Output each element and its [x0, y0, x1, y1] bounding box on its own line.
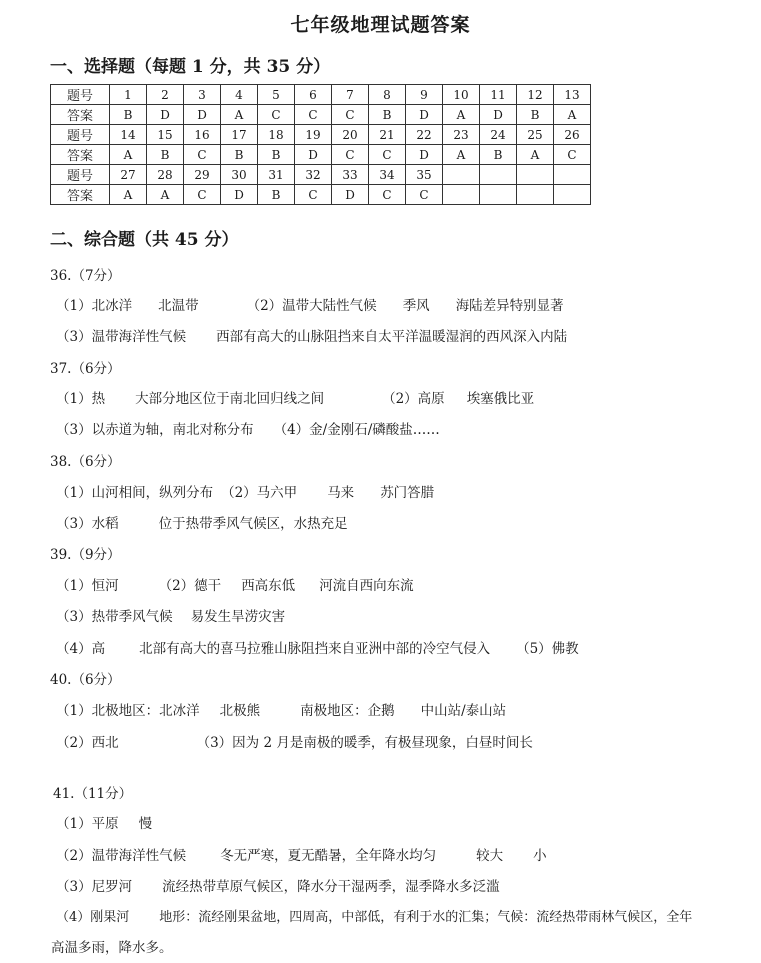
table-row-answers [51, 105, 591, 125]
table-row-answers [51, 145, 591, 165]
answer-part: 苏门答腊 [380, 485, 435, 501]
answer-part: 易发生旱涝灾害 [190, 609, 286, 625]
question-40-line-2 [56, 731, 533, 751]
table-cell: 27 [110, 165, 147, 185]
table-row-question-numbers [51, 165, 591, 185]
table-cell: 17 [221, 125, 258, 145]
answer-part: （3）因为 2 月是南极的暖季，有极昼现象，白昼时间长 [196, 735, 533, 751]
table-cell: 6 [295, 85, 332, 105]
table-cell: C [369, 145, 406, 165]
table-cell [517, 165, 554, 185]
table-cell: B [110, 105, 147, 125]
table-row-question-numbers [51, 85, 591, 105]
table-cell: 35 [406, 165, 443, 185]
answer-part: 慢 [138, 816, 153, 832]
table-cell: 10 [443, 85, 480, 105]
table-cell: A [221, 105, 258, 125]
table-cell: C [295, 105, 332, 125]
question-39-line-2 [56, 605, 285, 625]
table-cell: 32 [295, 165, 332, 185]
page-title: 七年级地理试题答案 [290, 14, 471, 36]
answer-part: 大部分地区位于南北回归线之间 [135, 391, 325, 407]
table-cell: D [480, 105, 517, 125]
table-cell: 2 [147, 85, 184, 105]
table-cell: 15 [147, 125, 184, 145]
answer-part: （1）山河相间，纵列分布 [56, 485, 214, 501]
table-cell: 21 [369, 125, 406, 145]
answer-part: 西高东低 [241, 578, 296, 594]
answer-part: 流经热带草原气候区，降水分干湿两季，湿季降水多泛滥 [162, 879, 500, 895]
table-cell: B [258, 185, 295, 205]
question-37-line-1 [56, 387, 534, 407]
question-37-line-2 [56, 418, 440, 438]
table-cell: 23 [443, 125, 480, 145]
answer-part: （2）温带大陆性气候 [246, 298, 377, 314]
table-cell: 20 [332, 125, 369, 145]
answer-part: （1）北极地区：北冰洋 [56, 703, 200, 719]
table-cell [480, 185, 517, 205]
question-41-line-4 [56, 906, 692, 925]
question-39-line-3 [56, 637, 579, 657]
row-label: 答案 [51, 105, 110, 125]
table-cell: 1 [110, 85, 147, 105]
answer-part: 北温带 [158, 298, 199, 314]
answer-part: 埃塞俄比亚 [466, 391, 535, 407]
question-41-line-5: 高温多雨，降水多。 [51, 940, 173, 956]
answer-part: 河流自西向东流 [319, 578, 414, 594]
table-cell: B [480, 145, 517, 165]
table-cell: C [295, 185, 332, 205]
table-cell: A [517, 145, 554, 165]
table-cell: 33 [332, 165, 369, 185]
answer-part: 西部有高大的山脉阻挡来自太平洋温暖湿润的西风深入内陆 [216, 329, 568, 345]
answer-part: 中山站/泰山站 [420, 703, 507, 719]
table-cell: D [147, 105, 184, 125]
table-cell: C [369, 185, 406, 205]
row-label: 题号 [51, 165, 110, 185]
answer-part: 季风 [402, 298, 430, 314]
answer-part: （1）北冰洋 [56, 298, 133, 314]
row-label: 题号 [51, 125, 110, 145]
table-cell: 28 [147, 165, 184, 185]
table-cell: 18 [258, 125, 295, 145]
table-cell: B [258, 145, 295, 165]
table-cell: C [332, 105, 369, 125]
table-cell: 9 [406, 85, 443, 105]
table-cell [554, 165, 591, 185]
question-38-line-2 [56, 512, 348, 532]
answer-table [50, 84, 591, 205]
answer-part: 北部有高大的喜马拉雅山脉阻挡来自亚洲中部的冷空气侵入 [139, 641, 491, 657]
table-row-question-numbers [51, 125, 591, 145]
table-cell: D [406, 145, 443, 165]
table-cell: 13 [554, 85, 591, 105]
table-cell: A [147, 185, 184, 205]
answer-part: 较大 [476, 848, 504, 864]
table-cell: B [517, 105, 554, 125]
table-cell: 25 [517, 125, 554, 145]
table-cell: 31 [258, 165, 295, 185]
answer-part: （3）尼罗河 [56, 879, 133, 895]
table-cell: 29 [184, 165, 221, 185]
question-41-line-1 [56, 812, 152, 832]
answer-part: （1）平原 [56, 816, 119, 832]
table-cell [480, 165, 517, 185]
table-cell: D [295, 145, 332, 165]
table-cell: 26 [554, 125, 591, 145]
table-cell: 34 [369, 165, 406, 185]
table-cell: D [332, 185, 369, 205]
row-label: 题号 [51, 85, 110, 105]
row-label: 答案 [51, 185, 110, 205]
table-cell [443, 165, 480, 185]
question-40-line-1 [56, 699, 506, 719]
table-cell: C [184, 185, 221, 205]
answer-part: （3）热带季风气候 [56, 609, 173, 625]
answer-part: （2）高原 [382, 391, 445, 407]
answer-part: 位于热带季风气候区，水热充足 [158, 516, 348, 532]
table-row-answers [51, 185, 591, 205]
table-cell: 7 [332, 85, 369, 105]
answer-part: （2）西北 [56, 735, 119, 751]
table-cell: 14 [110, 125, 147, 145]
section-choice-heading: 一、选择题（每题 1 分，共 35 分） [50, 57, 331, 77]
question-39-line-1 [56, 574, 414, 594]
table-cell: 5 [258, 85, 295, 105]
table-cell: B [221, 145, 258, 165]
question-40-number: 40.（6分） [50, 672, 121, 688]
answer-part: （1）恒河 [56, 578, 119, 594]
table-cell: D [184, 105, 221, 125]
answer-part: （2）马六甲 [221, 485, 298, 501]
answer-part: （4）金/金刚石/磷酸盐…… [273, 422, 440, 438]
table-cell: D [221, 185, 258, 205]
answer-part: （3）温带海洋性气候 [56, 329, 187, 345]
answer-part: 海陆差异特别显著 [455, 298, 564, 314]
answer-part: （5）佛教 [516, 641, 579, 657]
table-cell: B [369, 105, 406, 125]
answer-part: 南极地区：企鹅 [300, 703, 395, 719]
table-cell: A [110, 185, 147, 205]
table-cell: A [110, 145, 147, 165]
answer-part: （2）德干 [158, 578, 222, 594]
section-comprehensive-heading: 二、综合题（共 45 分） [50, 230, 239, 250]
table-cell: 11 [480, 85, 517, 105]
answer-part: （4）刚果河 [56, 910, 130, 925]
table-cell: C [184, 145, 221, 165]
table-cell: 3 [184, 85, 221, 105]
table-cell [554, 185, 591, 205]
row-label: 答案 [51, 145, 110, 165]
answer-part: 冬无严寒，夏无酷暑，全年降水均匀 [220, 848, 437, 864]
table-cell: 19 [295, 125, 332, 145]
table-cell: B [147, 145, 184, 165]
table-cell: C [258, 105, 295, 125]
question-38-line-1 [56, 481, 434, 501]
answer-part: （3）以赤道为轴，南北对称分布 [56, 422, 254, 438]
question-38-number: 38.（6分） [50, 454, 121, 470]
answer-part: 地形：流经刚果盆地，四周高，中部低，有利于水的汇集；气候：流经热带雨林气候区，全年 [159, 910, 693, 925]
table-cell: A [554, 105, 591, 125]
table-cell: 16 [184, 125, 221, 145]
answer-part: （3）水稻 [56, 516, 119, 532]
question-36-line-2 [56, 325, 567, 345]
table-cell: A [443, 145, 480, 165]
answer-part: （2）温带海洋性气候 [56, 848, 187, 864]
table-cell: 8 [369, 85, 406, 105]
question-41-line-3 [56, 875, 500, 895]
answer-part: （1）热 [56, 391, 106, 407]
answer-part: （4）高 [56, 641, 106, 657]
table-cell: D [406, 105, 443, 125]
table-cell: 22 [406, 125, 443, 145]
question-41-number: 41.（11分） [53, 786, 133, 802]
question-39-number: 39.（9分） [50, 547, 121, 563]
table-cell: 30 [221, 165, 258, 185]
table-cell: 4 [221, 85, 258, 105]
table-cell: A [443, 105, 480, 125]
table-cell [517, 185, 554, 205]
question-41-line-2 [56, 844, 547, 864]
question-36-number: 36.（7分） [50, 268, 121, 284]
table-cell: C [332, 145, 369, 165]
question-37-number: 37.（6分） [50, 361, 121, 377]
table-cell: C [406, 185, 443, 205]
table-cell: 24 [480, 125, 517, 145]
answer-part: 小 [533, 848, 547, 864]
answer-part: 马来 [327, 485, 355, 501]
question-36-line-1 [56, 294, 564, 314]
table-cell: C [554, 145, 591, 165]
answer-part: 北极熊 [219, 703, 261, 719]
table-cell [443, 185, 480, 205]
table-cell: 12 [517, 85, 554, 105]
